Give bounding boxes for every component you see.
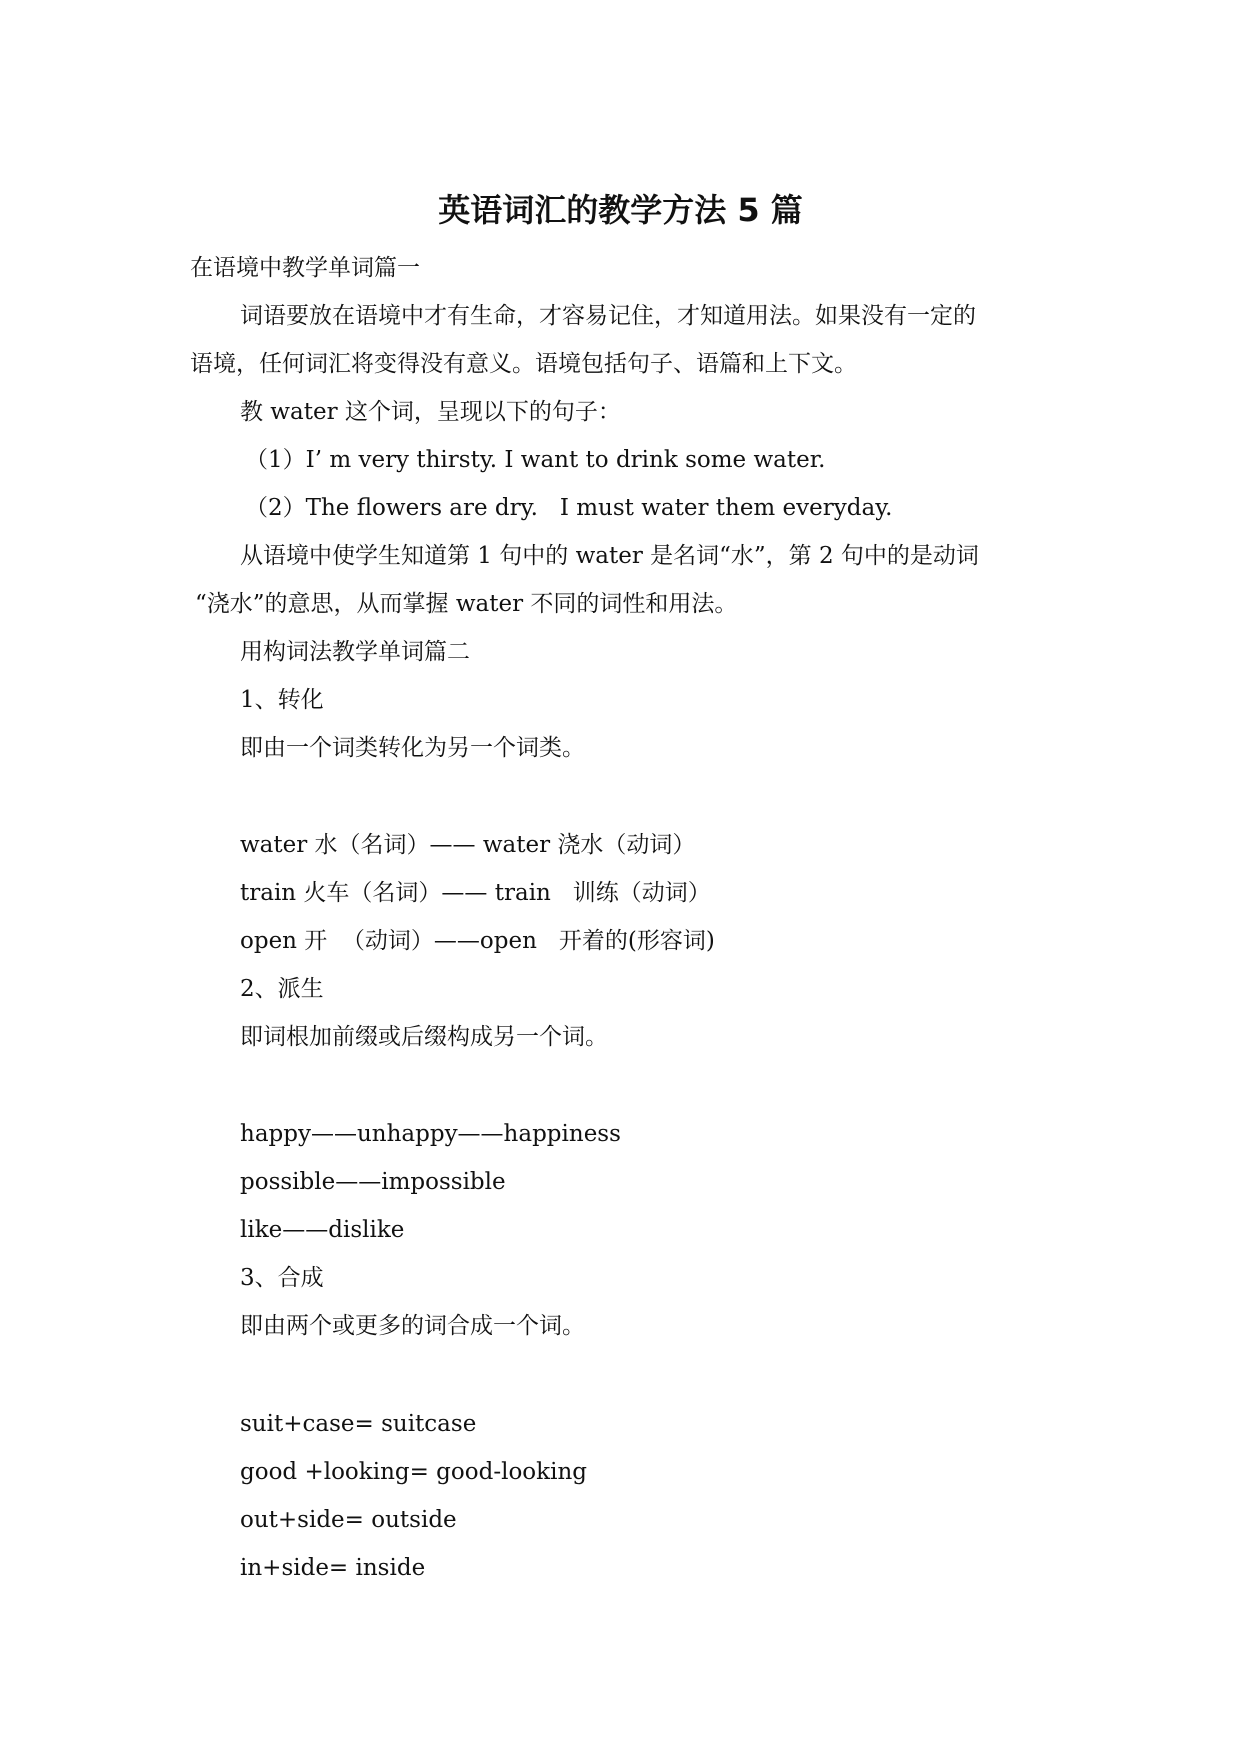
word-example: open 开 （动词）——open 开着的(形容词) xyxy=(240,928,715,954)
paragraph-line: 教 water 这个词，呈现以下的句子： xyxy=(240,399,621,425)
word-example: possible——impossible xyxy=(240,1169,506,1195)
word-example: water 水（名词）—— water 浇水（动词） xyxy=(240,832,696,858)
paragraph-line: 语境，任何词汇将变得没有意义。语境包括句子、语篇和上下文。 xyxy=(190,351,857,377)
word-example: suit+case= suitcase xyxy=(240,1411,477,1437)
word-example: happy——unhappy——happiness xyxy=(240,1121,621,1147)
word-example: like——dislike xyxy=(240,1217,405,1243)
paragraph-line: 从语境中使学生知道第 1 句中的 water 是名词“水”，第 2 句中的是动词 xyxy=(240,543,979,569)
section-heading-1: 在语境中教学单词篇一 xyxy=(190,255,420,281)
section-heading-2: 用构词法教学单词篇二 xyxy=(240,639,470,665)
paragraph-line: 即由两个或更多的词合成一个词。 xyxy=(240,1313,585,1339)
subheading: 3、合成 xyxy=(240,1265,324,1291)
paragraph-line: “浇水”的意思，从而掌握 water 不同的词性和用法。 xyxy=(195,591,738,617)
example-sentence: （1）I’ m very thirsty. I want to drink some water. xyxy=(245,447,826,473)
paragraph-line: 词语要放在语境中才有生命，才容易记住，才知道用法。如果没有一定的 xyxy=(240,303,976,329)
document-title: 英语词汇的教学方法 5 篇 xyxy=(438,191,803,229)
example-sentence: （2）The flowers are dry. I must water them everyday. xyxy=(245,495,893,521)
paragraph-line: 即词根加前缀或后缀构成另一个词。 xyxy=(240,1024,608,1050)
subheading: 1、转化 xyxy=(240,687,324,713)
paragraph-line: 即由一个词类转化为另一个词类。 xyxy=(240,735,585,761)
word-example: train 火车（名词）—— train 训练（动词） xyxy=(240,880,711,906)
word-example: in+side= inside xyxy=(240,1555,426,1581)
word-example: out+side= outside xyxy=(240,1507,457,1533)
subheading: 2、派生 xyxy=(240,976,324,1002)
word-example: good +looking= good-looking xyxy=(240,1459,587,1485)
